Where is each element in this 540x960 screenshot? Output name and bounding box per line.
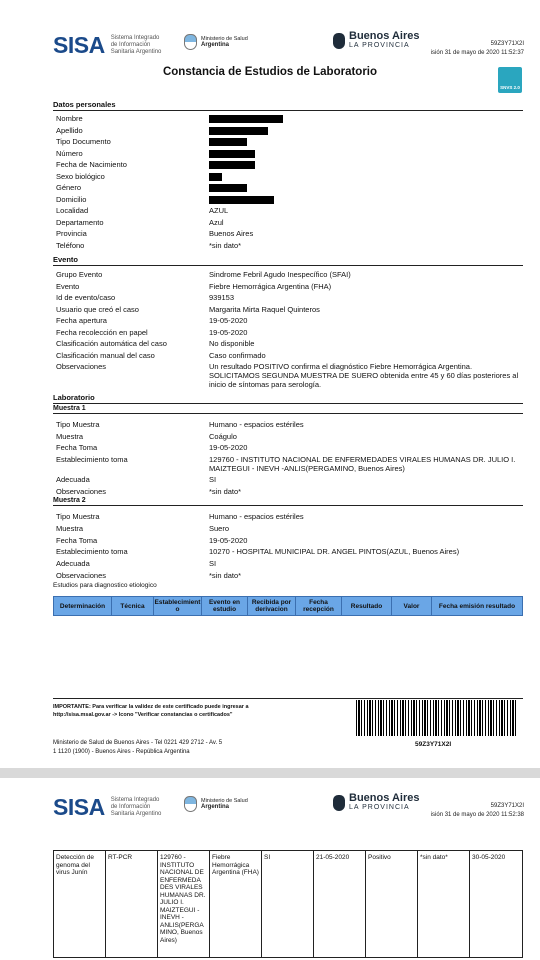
buenos-aires-logo: Buenos Aires LA PROVINCIA (333, 32, 420, 50)
field-value: No disponible (209, 339, 255, 348)
field-value: Suero (209, 523, 230, 533)
field-label: Adecuada (56, 475, 90, 484)
field-label: Observaciones (56, 486, 107, 496)
escudo-icon (184, 796, 197, 812)
field-label: Departamento (56, 217, 104, 227)
sisa-logo (53, 794, 161, 821)
field-label: Usuario que creó el caso (56, 304, 139, 314)
ministry-contact: Ministerio de Salud de Buenos Aires - Tel 0221 429 2712 - Av. 5 1 1120 (1900) - Buenos Aires - República Argentina (53, 740, 223, 755)
field-value (209, 149, 524, 158)
field-value (209, 195, 524, 204)
table-header-cell: Evento en estudio (202, 597, 248, 615)
section-muestra-1: Muestra 1 (53, 405, 523, 414)
field-value: Sindrome Febril Agudo Inespecífico (SFAI) (209, 270, 351, 279)
field-value: Caso confirmado (209, 350, 266, 360)
table-cell: *sin dato* (418, 851, 470, 957)
table-cell: 129760 - INSTITUTO NACIONAL DE ENFERMEDA DES VIRALES HUMANAS DR. JULIO I. MAIZTEGUI - INEVH - ANLIS(PERGA MINO, Buenos Aires) (158, 851, 210, 957)
field-value (209, 126, 524, 135)
field-label: Muestra (56, 523, 84, 533)
field-label: Muestra (56, 431, 84, 441)
redaction-bar (209, 161, 255, 169)
field-label: Observaciones (56, 571, 107, 580)
field-label: Evento (56, 281, 80, 291)
sisa-subtitle: Sistema Integrado de Información Sanitaria Argentino (110, 35, 162, 55)
verification-notice: IMPORTANTE: Para verificar la validez de este certificado puede ingresar a http://sisa.msal.gov.ar -> Icono "Verificar constancias o certificados" (53, 704, 249, 718)
field-label: Fecha de Nacimiento (56, 160, 127, 169)
etiologico-result-row (53, 850, 523, 958)
ba-shield-icon (333, 33, 345, 49)
table-cell: Positivo (366, 851, 418, 957)
escudo-icon (184, 34, 197, 50)
redaction-bar (209, 150, 255, 158)
field-label: Adecuada (56, 559, 90, 569)
ba-shield-icon (333, 795, 345, 811)
field-value: 19-05-2020 (209, 316, 248, 325)
field-label: Fecha recolección en papel (56, 327, 148, 337)
field-label: Género (56, 183, 82, 192)
barcode (356, 700, 518, 736)
snvs-badge: SNVS 2.0 (498, 67, 522, 93)
etiologico-table-header (53, 596, 523, 616)
field-value: Humano - espacios estériles (209, 420, 304, 429)
table-header-cell: Fecha emisión resultado (438, 602, 516, 610)
table-header-cell: Técnica (112, 597, 154, 615)
redaction-bar (209, 138, 247, 146)
field-value: Azul (209, 217, 224, 227)
field-label: Domicilio (56, 194, 87, 204)
field-label: Teléfono (56, 240, 85, 250)
section-datos-personales: Datos personales (53, 100, 523, 111)
field-label: Clasificación automática del caso (56, 339, 167, 348)
table-header-cell: Establecimient o (154, 599, 201, 613)
field-value (209, 183, 524, 192)
field-value: 19-05-2020 (209, 443, 248, 452)
field-value (209, 114, 524, 123)
field-label: Nombre (56, 114, 83, 123)
field-value: Buenos Aires (209, 229, 254, 238)
sisa-logo (53, 32, 161, 59)
field-value: Margarita Mirta Raquel Quinteros (209, 304, 320, 314)
table-cell: SI (262, 851, 314, 957)
ministerio-logo: Ministerio de Salud Argentina (184, 34, 248, 50)
table-header-cell: Determinación (54, 597, 112, 615)
redaction-bar (209, 173, 222, 181)
field-value: Coágulo (209, 431, 237, 441)
redaction-bar (209, 184, 247, 192)
field-label: Provincia (56, 229, 87, 238)
sisa-brand: SISA (53, 794, 105, 820)
field-value: SI (209, 475, 217, 484)
table-cell: Fiebre Hemorrágica Argentina (FHA) (210, 851, 262, 957)
field-label: Tipo Muestra (56, 420, 100, 429)
field-value: AZUL (209, 206, 229, 215)
document-page-2 (0, 778, 540, 960)
sisa-brand: SISA (53, 32, 105, 58)
field-label: Sexo biológico (56, 171, 105, 181)
field-value (209, 137, 524, 146)
table-header-cell: Valor (392, 597, 432, 615)
redaction-bar (209, 127, 268, 135)
section-evento: Evento (53, 255, 523, 266)
field-label: Observaciones (56, 362, 107, 371)
redaction-bar (209, 115, 283, 123)
buenos-aires-logo: Buenos Aires LA PROVINCIA (333, 794, 420, 812)
field-label: Localidad (56, 206, 89, 215)
barcode-code: 59Z3Y71X2I (415, 741, 452, 748)
certificate-code: 59Z3Y71X2I isión 31 de mayo de 2020 11:52:37 (430, 41, 524, 56)
section-muestra-2: Muestra 2 (53, 497, 523, 506)
field-label: Fecha Toma (56, 535, 98, 545)
field-label: Clasificación manual del caso (56, 350, 155, 360)
field-label: Número (56, 148, 83, 158)
footer-divider (53, 698, 523, 699)
field-value: SI (209, 559, 217, 569)
field-value: 10270 - HOSPITAL MUNICIPAL DR. ANGEL PINTOS(AZUL, Buenos Aires) (209, 547, 460, 557)
field-label: Establecimiento toma (56, 454, 128, 464)
field-label: Tipo Muestra (56, 512, 100, 521)
field-label: Grupo Evento (56, 270, 103, 279)
field-label: Establecimiento toma (56, 547, 128, 557)
field-value (209, 160, 524, 169)
field-label: Fecha Toma (56, 443, 98, 452)
table-header-cell: Resultado (342, 597, 392, 615)
field-label: Id de evento/caso (56, 293, 116, 302)
field-label: Fecha apertura (56, 316, 107, 325)
field-value: *sin dato* (209, 240, 242, 250)
field-value: Un resultado POSITIVO confirma el diagnóstico Fiebre Hemorrágica Argentina. SOLICITAMOS SEGUNDA MUESTRA DE SUERO obtenida entre 45 y 60 días posteriores al inicio de síntomas para serología. (209, 362, 519, 389)
field-value: *sin dato* (209, 571, 242, 580)
table-cell: 30-05-2020 (472, 854, 506, 861)
page-title: Constancia de Estudios de Laboratorio (162, 66, 378, 78)
etiologico-label: Estudios para diagnostico etiologico (53, 582, 157, 589)
section-laboratorio: Laboratorio (53, 393, 523, 404)
ministerio-logo: Ministerio de Salud Argentina (184, 796, 248, 812)
certificate-code: 59Z3Y71X2I isión 31 de mayo de 2020 11:52:38 (430, 803, 524, 818)
table-cell: 21-05-2020 (314, 851, 366, 957)
redaction-bar (209, 196, 274, 204)
table-cell: Detección de genoma del virus Junín (54, 851, 106, 957)
field-value: *sin dato* (209, 486, 242, 496)
field-value: 129760 - INSTITUTO NACIONAL DE ENFERMEDADES VIRALES HUMANAS DR. JULIO I. MAIZTEGUI - INEVH -ANLIS(PERGAMINO, Buenos Aires) (209, 454, 516, 473)
field-label: Apellido (56, 125, 83, 135)
field-value: 19-05-2020 (209, 327, 248, 337)
field-label: Tipo Documento (56, 137, 111, 146)
table-header-cell: Recibida por derivacion (248, 597, 296, 615)
table-header-cell: Fecha recepción (296, 597, 342, 615)
field-value: Humano - espacios estériles (209, 512, 304, 521)
field-value: 19-05-2020 (209, 535, 248, 545)
sisa-subtitle: Sistema Integrado de Información Sanitaria Argentino (110, 797, 162, 817)
field-value: Fiebre Hemorrágica Argentina (FHA) (209, 281, 332, 291)
table-cell: RT-PCR (106, 851, 158, 957)
field-value (209, 172, 524, 181)
field-value: 939153 (209, 293, 235, 302)
